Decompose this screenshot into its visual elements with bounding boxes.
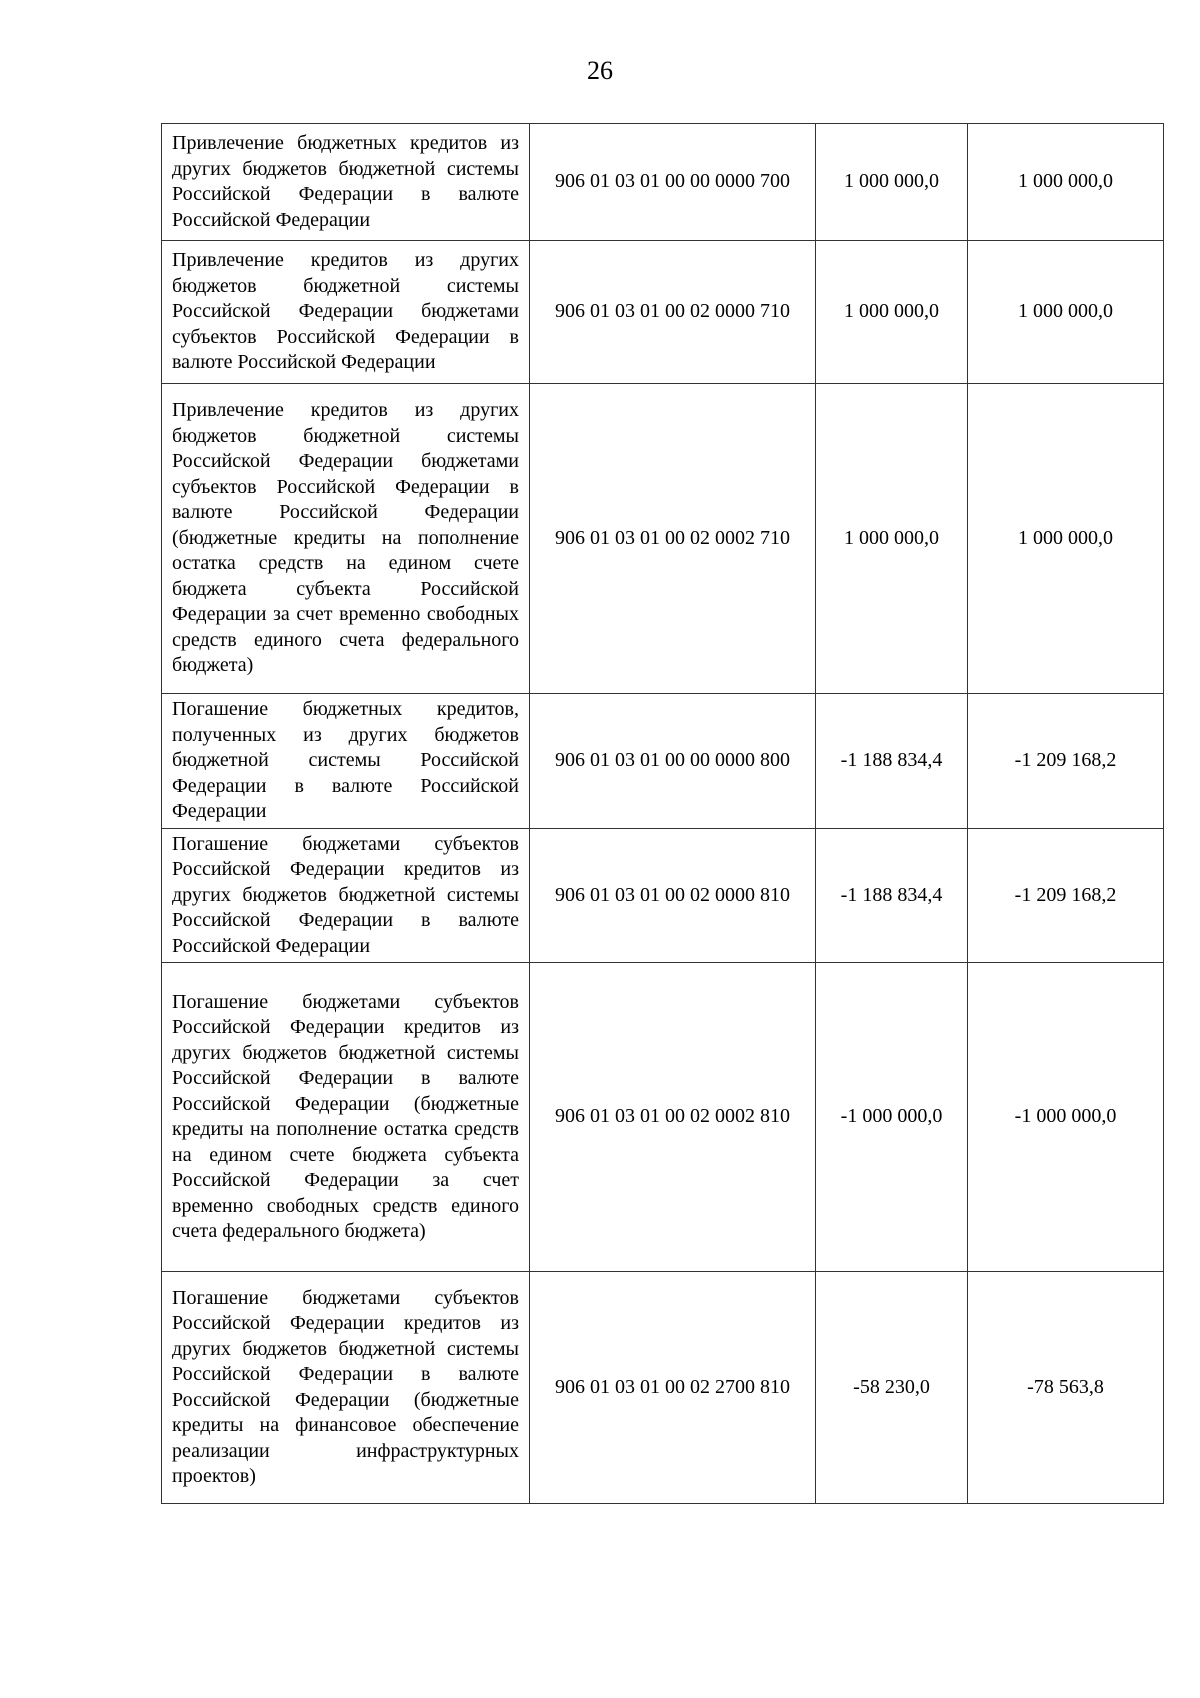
page-number: 26	[587, 56, 613, 85]
row-description: Погашение бюджетных кредитов, полученных из других бюджетов бюджетной системы Российской Федерации в валюте Российской Федерации	[162, 694, 530, 829]
table-row	[162, 694, 1164, 829]
row-value-first-year: -1 188 834,4	[816, 694, 968, 829]
row-budget-code: 906 01 03 01 00 00 0000 800	[530, 694, 816, 829]
table-row	[162, 241, 1164, 384]
row-budget-code: 906 01 03 01 00 02 0000 810	[530, 828, 816, 963]
row-value-first-year: 1 000 000,0	[816, 124, 968, 241]
row-value-first-year: -1 188 834,4	[816, 828, 968, 963]
row-budget-code: 906 01 03 01 00 00 0000 700	[530, 124, 816, 241]
row-description: Привлечение кредитов из других бюджетов бюджетной системы Российской Федерации бюджетами субъектов Российской Федерации в валюте Российской Федерации (бюджетные кредиты на пополнение остатка средств на едином счете бюджета субъекта Российской Федерации за счет временно свободных средств единого счета федерального бюджета)	[162, 384, 530, 694]
row-value-second-year: -1 209 168,2	[968, 694, 1164, 829]
row-value-first-year: -58 230,0	[816, 1272, 968, 1504]
table-row	[162, 1272, 1164, 1504]
budget-sources-table	[161, 123, 1164, 1504]
table-row	[162, 963, 1164, 1272]
row-value-first-year: -1 000 000,0	[816, 963, 968, 1272]
row-budget-code: 906 01 03 01 00 02 0000 710	[530, 241, 816, 384]
table-row	[162, 124, 1164, 241]
row-description: Погашение бюджетами субъектов Российской Федерации кредитов из других бюджетов бюджетной системы Российской Федерации в валюте Российской Федерации (бюджетные кредиты на пополнение остатка средств на едином счете бюджета субъекта Российской Федерации за счет временно свободных средств единого счета федерального бюджета)	[162, 963, 530, 1272]
table-row	[162, 828, 1164, 963]
row-value-second-year: 1 000 000,0	[968, 384, 1164, 694]
row-budget-code: 906 01 03 01 00 02 2700 810	[530, 1272, 816, 1504]
row-description: Погашение бюджетами субъектов Российской Федерации кредитов из других бюджетов бюджетной системы Российской Федерации в валюте Российской Федерации	[162, 828, 530, 963]
row-value-first-year: 1 000 000,0	[816, 241, 968, 384]
row-value-second-year: 1 000 000,0	[968, 124, 1164, 241]
row-value-second-year: -1 000 000,0	[968, 963, 1164, 1272]
row-value-second-year: -1 209 168,2	[968, 828, 1164, 963]
row-description: Привлечение бюджетных кредитов из других бюджетов бюджетной системы Российской Федерации в валюте Российской Федерации	[162, 124, 530, 241]
row-value-second-year: -78 563,8	[968, 1272, 1164, 1504]
row-value-first-year: 1 000 000,0	[816, 384, 968, 694]
row-budget-code: 906 01 03 01 00 02 0002 710	[530, 384, 816, 694]
row-budget-code: 906 01 03 01 00 02 0002 810	[530, 963, 816, 1272]
table-row	[162, 384, 1164, 694]
row-description: Привлечение кредитов из других бюджетов бюджетной системы Российской Федерации бюджетами субъектов Российской Федерации в валюте Российской Федерации	[162, 241, 530, 384]
row-description: Погашение бюджетами субъектов Российской Федерации кредитов из других бюджетов бюджетной системы Российской Федерации в валюте Российской Федерации (бюджетные кредиты на финансовое обеспечение реализации инфраструктурных проектов)	[162, 1272, 530, 1504]
row-value-second-year: 1 000 000,0	[968, 241, 1164, 384]
